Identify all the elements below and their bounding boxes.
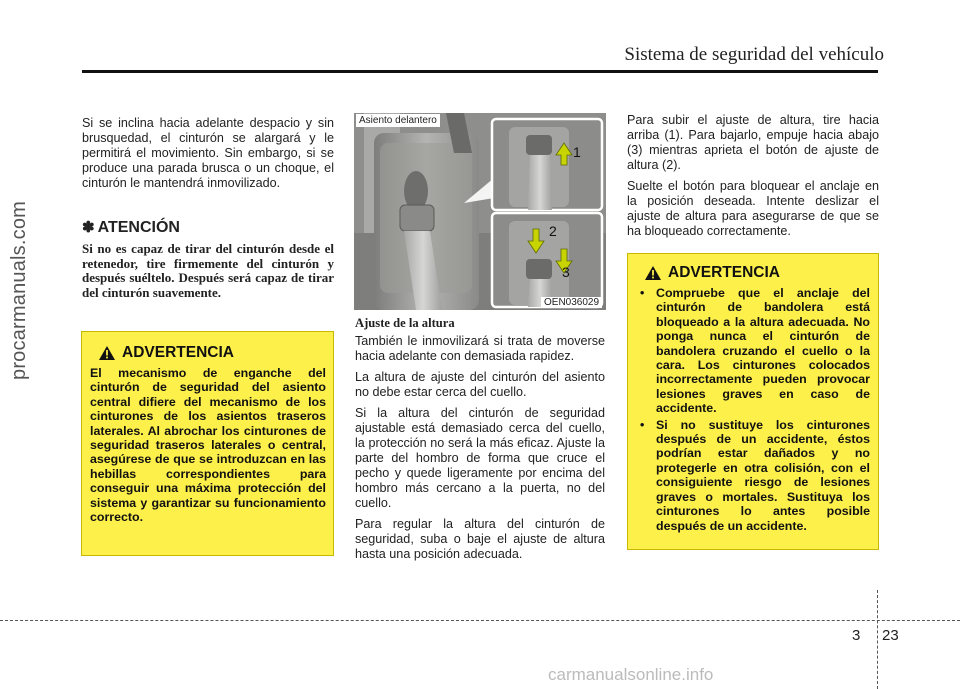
warning-item-1-text: Compruebe que el anclaje del cinturón de bandolera está bloqueado a la altura adecuada. No ponga nunca el cinturón de bandolera cruzando el cuello o la cara. Los cinturones colocados incorrectamente pueden provocar lesiones graves en caso de accidente. xyxy=(656,286,870,416)
column-3-text xyxy=(627,113,879,245)
warning-title-2 xyxy=(644,264,870,282)
seat-belt-illustration xyxy=(354,113,606,310)
warning-title-text-2: ADVERTENCIA xyxy=(668,264,780,281)
col3-paragraph-2: Suelte el botón para bloquear el anclaje en la posición deseada. Intente deslizar el ajuste de altura para asegurarse de que se ha bloqueado correctamente. xyxy=(627,179,879,238)
attention-text: Si no es capaz de tirar del cinturón desde el retenedor, tire firmemente del cinturón y después suéltelo. Después será capaz de tirar del cinturón suavemente. xyxy=(82,241,334,300)
seat-belt-height-adjuster-photo xyxy=(354,113,606,310)
column-1-intro xyxy=(82,116,334,197)
warning-text-1: El mecanismo de enganche del cinturón de seguridad del asiento central difiere del mecanismo de los cinturones de los asientos traseros laterales. Al abrochar los cinturones de seguridad traseros laterales o central, asegúrese de que se introduzcan en las hebillas correspondientes para conseguir una máxima protección del sistema y garantizar su funcionamiento correcto. xyxy=(90,366,326,525)
height-adjust-subheading: Ajuste de la altura xyxy=(355,316,455,330)
callout-2: 2 xyxy=(549,223,557,239)
col3-paragraph-1: Para subir el ajuste de altura, tire hacia arriba (1). Para bajarlo, empuje hacia abajo (3) mientras aprieta el botón de ajuste de altura (2). xyxy=(627,113,879,172)
warning-box-2 xyxy=(627,253,879,550)
warning-triangle-icon xyxy=(644,265,662,281)
attention-star-icon: ✽ xyxy=(82,219,95,236)
page-number: 23 xyxy=(882,627,899,644)
footer-watermark: carmanualsonline.info xyxy=(548,665,714,684)
warning-triangle-icon xyxy=(98,345,116,361)
header-rule xyxy=(82,70,878,73)
footer-vertical-dashed-rule xyxy=(877,590,878,689)
warning-list-2 xyxy=(636,286,870,533)
chapter-number: 3 xyxy=(852,627,861,644)
warning-title-1 xyxy=(98,344,326,362)
warning-item-2: • Si no sustituye los cinturones después de un accidente, éstos podrían estar dañados y no protegerle en otra colisión, con el consiguiente riesgo de lesiones graves o mortales. Sustituya los cinturones lo antes posible después de un accidente. xyxy=(640,417,870,533)
attention-heading xyxy=(82,218,180,237)
warning-title-text-1: ADVERTENCIA xyxy=(122,344,234,361)
attention-heading-text: ATENCIÓN xyxy=(97,219,180,236)
column-2-text xyxy=(355,316,605,568)
col2-paragraph-3: Si la altura del cinturón de seguridad ajustable está demasiado cerca del cuello, la protección no será la más eficaz. Ajuste la parte del hombro de forma que cruce el pecho y quede ligeramente por encima del hombro más cercano a la puerta, no del cuello. xyxy=(355,406,605,510)
footer-dashed-rule xyxy=(0,620,960,621)
intro-paragraph: Si se inclina hacia adelante despacio y sin brusquedad, el cinturón se alargará y le permitirá el movimiento. Sin embargo, si se produce una parada brusca o un choque, el cinturón le mantendrá inmovilizado. xyxy=(82,116,334,190)
col2-paragraph-4: Para regular la altura del cinturón de seguridad, suba o baje el ajuste de altura hasta una posición adecuada. xyxy=(355,517,605,561)
callout-1: 1 xyxy=(573,144,581,160)
col2-paragraph-2: La altura de ajuste del cinturón del asiento no debe estar cerca del cuello. xyxy=(355,370,605,399)
page-header-title: Sistema de seguridad del vehículo xyxy=(624,44,884,65)
warning-item-1: • Compruebe que el anclaje del cinturón de bandolera está bloqueado a la altura adecuada. No ponga nunca el cinturón de bandolera cruzando el cuello o la cara. Los cinturones colocados incorrectamente pueden provocar lesiones graves en caso de accidente. xyxy=(640,286,870,416)
figure-label: Asiento delantero xyxy=(356,114,440,127)
warning-box-1 xyxy=(81,331,334,556)
side-watermark-text: procarmanuals.com xyxy=(8,200,30,380)
figure-code: OEN036029 xyxy=(541,297,602,308)
warning-item-2-text: Si no sustituye los cinturones después de un accidente, éstos podrían estar dañados y no protegerle en otra colisión, con el consiguiente riesgo de lesiones graves o mortales. Sustituya los cinturones lo antes posible después de un accidente. xyxy=(656,417,870,533)
callout-3: 3 xyxy=(562,264,570,280)
col2-paragraph-1: También le inmovilizará si trata de moverse hacia adelante con demasiada rapidez. xyxy=(355,334,605,363)
